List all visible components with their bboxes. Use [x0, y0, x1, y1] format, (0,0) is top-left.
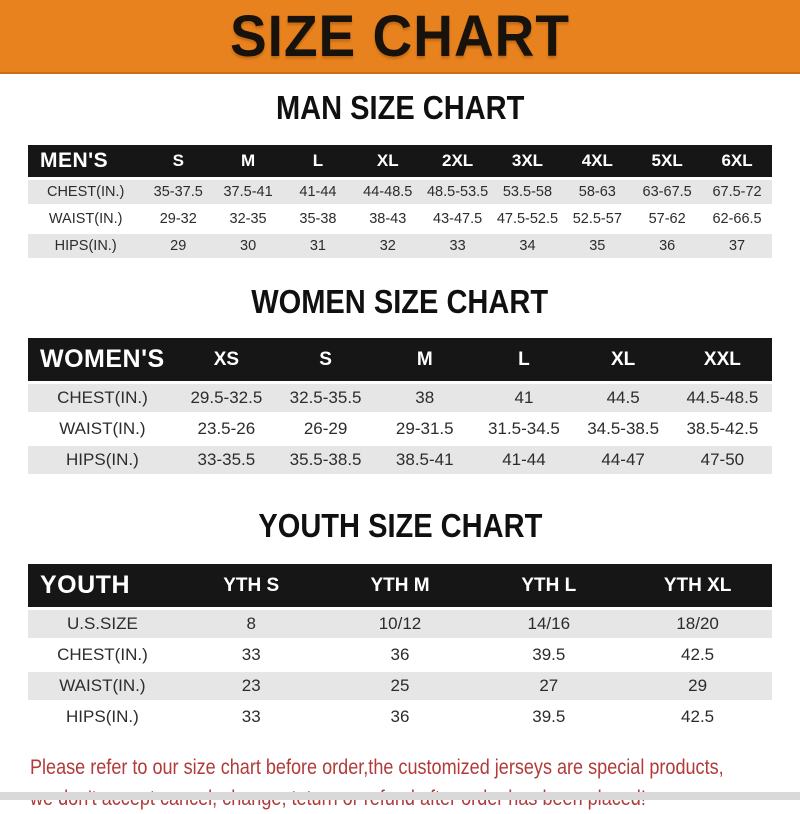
size-value-cell: 33 — [241, 645, 261, 664]
size-value-cell: 32-35 — [229, 211, 267, 227]
youth-column-header: YTH S — [223, 574, 280, 596]
section-youth — [0, 507, 800, 734]
women-column-header: S — [319, 348, 332, 370]
size-value-cell: 35.5-38.5 — [289, 450, 362, 469]
size-value-cell: 29 — [170, 238, 187, 254]
youth-row-ussize — [28, 610, 772, 638]
size-value-cell: 33 — [449, 238, 466, 254]
size-value-cell: 38.5-41 — [395, 450, 454, 469]
size-value-cell: 32 — [379, 238, 396, 254]
size-value-cell: 52.5-57 — [572, 211, 622, 227]
women-column-header: XL — [611, 348, 636, 370]
size-value-cell: 10/12 — [378, 614, 422, 633]
youth-section-heading — [0, 507, 800, 545]
bottom-strip — [0, 792, 800, 800]
size-value-cell: 31.5-34.5 — [488, 419, 560, 438]
size-value-cell: 36 — [659, 238, 676, 254]
size-value-cell: 35 — [589, 238, 606, 254]
youth-column-header: YTH L — [521, 574, 577, 596]
size-value-cell: 58-63 — [578, 184, 616, 200]
women-column-header: XS — [213, 348, 240, 370]
row-label: HIPS(IN.) — [66, 450, 139, 469]
women-column-header: M — [416, 348, 433, 370]
size-value-cell: 39.5 — [532, 645, 566, 664]
women-section-heading-text: WOMEN SIZE CHART — [251, 283, 549, 320]
youth-row-waistin — [28, 672, 772, 700]
section-women — [0, 283, 800, 477]
size-value-cell: 41-44 — [502, 450, 546, 469]
size-value-cell: 33 — [241, 707, 261, 726]
size-value-cell: 31 — [309, 238, 326, 254]
women-size-table-slot — [28, 335, 772, 477]
title-banner — [0, 0, 800, 74]
row-label: HIPS(IN.) — [54, 238, 117, 254]
men-column-header: S — [172, 151, 184, 170]
size-value-cell: 44.5 — [606, 388, 640, 407]
size-value-cell: 37 — [728, 238, 746, 254]
section-men — [0, 89, 800, 261]
youth-table-title: YOUTH — [40, 571, 130, 599]
size-value-cell: 30 — [240, 238, 257, 254]
size-value-cell: 29-31.5 — [395, 419, 454, 438]
youth-header-row — [28, 564, 772, 607]
size-value-cell: 38 — [415, 388, 435, 407]
men-section-heading-text: MAN SIZE CHART — [275, 89, 525, 126]
size-value-cell: 44-48.5 — [363, 184, 413, 200]
size-value-cell: 33-35.5 — [197, 450, 256, 469]
women-column-header: L — [518, 348, 530, 370]
size-value-cell: 38.5-42.5 — [686, 419, 759, 438]
row-label: WAIST(IN.) — [59, 676, 146, 695]
women-header-row — [28, 338, 772, 381]
women-section-heading — [0, 283, 800, 321]
size-value-cell: 41 — [514, 388, 534, 407]
footer-line-1: Please refer to our size chart before order,the customized jerseys are special products, — [30, 755, 724, 779]
youth-column-header: YTH M — [370, 574, 430, 596]
size-value-cell: 57-62 — [648, 211, 686, 227]
row-label: U.S.SIZE — [66, 614, 138, 633]
size-value-cell: 35-37.5 — [153, 184, 203, 200]
size-value-cell: 29.5-32.5 — [190, 388, 263, 407]
size-value-cell: 25 — [390, 676, 410, 695]
men-section-heading — [0, 89, 800, 127]
size-value-cell: 43-47.5 — [433, 211, 483, 227]
men-column-header: 2XL — [442, 151, 474, 170]
size-value-cell: 53.5-58 — [502, 184, 553, 200]
men-column-header: 4XL — [581, 151, 613, 170]
men-row-chestin — [28, 180, 772, 204]
men-row-hipsin — [28, 234, 772, 258]
youth-size-table-slot — [28, 561, 772, 734]
men-size-table-slot — [28, 142, 772, 261]
size-value-cell: 23 — [241, 676, 261, 695]
size-value-cell: 44.5-48.5 — [686, 388, 759, 407]
row-label: WAIST(IN.) — [48, 211, 123, 227]
footer-note — [0, 752, 800, 814]
size-value-cell: 34 — [519, 238, 536, 254]
youth-section-heading-text: YOUTH SIZE CHART — [258, 507, 542, 544]
men-table-title: MEN'S — [40, 149, 109, 172]
size-value-cell: 32.5-35.5 — [289, 388, 362, 407]
size-value-cell: 47.5-52.5 — [496, 211, 559, 227]
size-value-cell: 8 — [246, 614, 256, 633]
row-label: CHEST(IN.) — [57, 388, 148, 407]
size-value-cell: 41-44 — [299, 184, 337, 200]
size-value-cell: 29 — [688, 676, 708, 695]
row-label: WAIST(IN.) — [59, 419, 146, 438]
size-value-cell: 26-29 — [303, 419, 348, 438]
women-row-waistin — [28, 415, 772, 443]
women-size-table — [28, 335, 772, 477]
size-value-cell: 34.5-38.5 — [587, 419, 660, 438]
youth-row-chestin — [28, 641, 772, 669]
size-value-cell: 39.5 — [532, 707, 566, 726]
youth-size-table — [28, 561, 772, 734]
row-label: HIPS(IN.) — [66, 707, 139, 726]
women-row-hipsin — [28, 446, 772, 474]
size-value-cell: 35-38 — [299, 211, 337, 227]
size-value-cell: 62-66.5 — [712, 211, 762, 227]
row-label: CHEST(IN.) — [57, 645, 148, 664]
men-size-table — [28, 142, 772, 261]
size-value-cell: 18/20 — [676, 614, 719, 633]
men-column-header: L — [312, 151, 324, 170]
youth-column-header: YTH XL — [663, 574, 732, 596]
size-value-cell: 37.5-41 — [223, 184, 273, 200]
women-row-chestin — [28, 384, 772, 412]
page-title: SIZE CHART — [230, 3, 570, 69]
men-row-waistin — [28, 207, 772, 231]
men-header-row — [28, 145, 772, 177]
youth-row-hipsin — [28, 703, 772, 731]
row-label: CHEST(IN.) — [46, 184, 125, 200]
men-column-header: 3XL — [511, 151, 544, 170]
size-value-cell: 44-47 — [601, 450, 645, 469]
men-column-header: 6XL — [721, 151, 753, 170]
men-column-header: M — [240, 151, 256, 170]
size-value-cell: 29-32 — [159, 211, 197, 227]
size-value-cell: 48.5-53.5 — [426, 184, 489, 200]
size-value-cell: 23.5-26 — [197, 419, 256, 438]
size-value-cell: 14/16 — [527, 614, 571, 633]
size-value-cell: 42.5 — [681, 707, 715, 726]
women-table-title: WOMEN'S — [40, 345, 165, 373]
size-value-cell: 63-67.5 — [642, 184, 692, 200]
size-value-cell: 42.5 — [681, 645, 715, 664]
size-value-cell: 36 — [390, 707, 410, 726]
size-value-cell: 38-43 — [369, 211, 407, 227]
men-column-header: 5XL — [651, 151, 683, 170]
size-value-cell: 27 — [539, 676, 559, 695]
size-value-cell: 67.5-72 — [712, 184, 762, 200]
size-value-cell: 47-50 — [700, 450, 745, 469]
women-column-header: XXL — [703, 348, 741, 370]
men-column-header: XL — [376, 151, 399, 170]
size-value-cell: 36 — [390, 645, 410, 664]
